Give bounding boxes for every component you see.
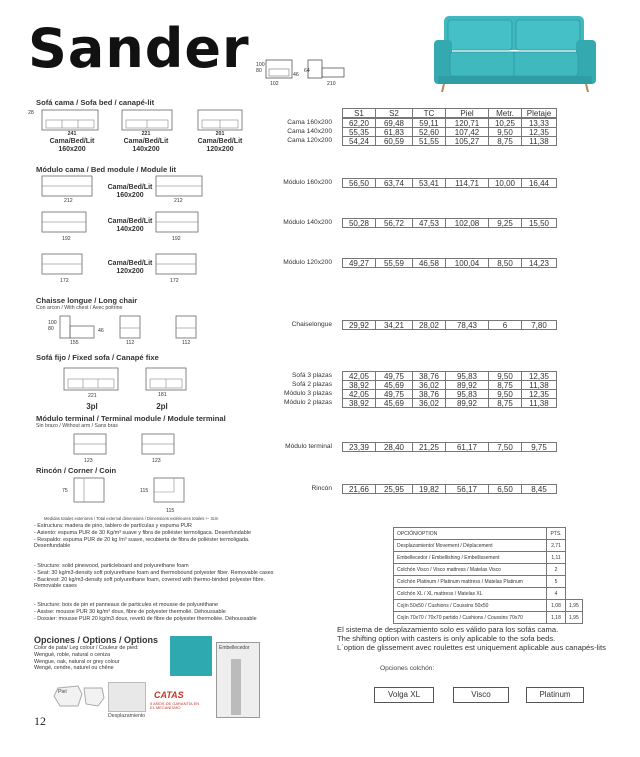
header-dim-h1: 100 xyxy=(256,62,265,68)
option-label: Desplazamiento/ Movement / Déplacement xyxy=(394,540,547,552)
sofa-bed-140: 221 Cama/Bed/Lit 140x200 xyxy=(123,131,169,154)
sofa-bed-diagrams xyxy=(38,108,248,132)
option-extra xyxy=(566,576,583,588)
price-row-label: Módulo terminal xyxy=(285,443,332,450)
header-dim-h2: 80 xyxy=(256,68,262,74)
price-cell: 52,60 xyxy=(412,127,446,137)
section-corner: Rincón / Corner / Coin xyxy=(36,466,117,475)
price-cell: 36,02 xyxy=(412,380,446,390)
price-row-label: Cama 160x200 xyxy=(287,119,332,126)
option-extra xyxy=(566,540,583,552)
option-label: Cojín 70x70 / 70x70 partido / Cushions / Coussins 70x70 xyxy=(394,612,547,624)
sofa-bed-160: 241 Cama/Bed/Lit 160x200 xyxy=(49,131,95,154)
price-cell: 53,41 xyxy=(412,178,446,188)
price-cell: 56,72 xyxy=(375,218,413,228)
price-cell: 7,80 xyxy=(521,320,557,330)
price-cell: 13,33 xyxy=(521,118,557,128)
price-header-3: Piel xyxy=(445,108,489,118)
section-fixed-sofa: Sofá fijo / Fixed sofa / Canapé fixe xyxy=(36,353,159,362)
price-cell: 11,38 xyxy=(521,398,557,408)
price-row-label: Cama 140x200 xyxy=(287,128,332,135)
price-cell: 107,42 xyxy=(445,127,489,137)
page-title: Sander xyxy=(28,17,250,80)
price-cell: 9,25 xyxy=(488,218,522,228)
mattress-volga-xl: Volga XL xyxy=(374,687,434,703)
price-cell: 21,25 xyxy=(412,442,446,452)
price-cell: 50,28 xyxy=(342,218,376,228)
price-cell: 25,95 xyxy=(375,484,413,494)
chaise-dim-w3: 112 xyxy=(182,340,191,346)
price-row-label: Módulo 3 plazas xyxy=(283,390,332,397)
price-cell: 8,75 xyxy=(488,398,522,408)
price-cell: 14,23 xyxy=(521,258,557,268)
bed-module-160-dim: 212 xyxy=(64,198,73,204)
option-label: Cojín 50x50 / Cushions / Coussins 50x50 xyxy=(394,600,547,612)
price-row-label: Módulo 160x200 xyxy=(283,179,332,186)
sofa-bed-120: 201 Cama/Bed/Lit 120x200 xyxy=(197,131,243,154)
options-table-row xyxy=(394,588,583,600)
price-cell: 19,82 xyxy=(412,484,446,494)
header-dim-d1: 46 xyxy=(293,72,299,78)
option-label: Colchón Platinum / Platinum mattress / Matelas Platinum xyxy=(394,576,547,588)
price-cell: 95,83 xyxy=(445,389,489,399)
price-cell: 89,92 xyxy=(445,398,489,408)
price-cell: 120,71 xyxy=(445,118,489,128)
price-cell: 63,74 xyxy=(375,178,413,188)
section-bed-module: Módulo cama / Bed module / Module lit xyxy=(36,165,177,174)
mattress-platinum: Platinum xyxy=(526,687,584,703)
price-cell: 61,83 xyxy=(375,127,413,137)
price-cell: 8,75 xyxy=(488,136,522,146)
option-label: Colchón XL / XL mattress / Matelas XL xyxy=(394,588,547,600)
materials-en: - Structure: solid pinewood, particleboard and polyurethane foam - Seat: 30 kg/m3-density soft polyurethane foam and thermobound polyester fiber. Removable cases - Backrest: 20 kg/m3-density soft polyurethane foam, covered with thermo-binded polyester fibre. Removable cases xyxy=(34,563,274,590)
chaise-dim-w2: 112 xyxy=(126,340,135,346)
price-cell: 8,50 xyxy=(488,258,522,268)
price-cell: 38,92 xyxy=(342,398,376,408)
header-dim-w1: 102 xyxy=(270,81,279,87)
price-row-label: Módulo 2 plazas xyxy=(283,399,332,406)
option-extra xyxy=(566,552,583,564)
price-header-4: Metr. xyxy=(488,108,522,118)
price-row-label: Sofá 2 plazas xyxy=(292,381,332,388)
price-cell: 10,25 xyxy=(488,118,522,128)
option-pts: 5 xyxy=(547,576,566,588)
chaise-dim-w1: 155 xyxy=(70,340,79,346)
fixed-sofa-3pl-dim: 221 xyxy=(88,393,97,399)
price-cell: 9,75 xyxy=(521,442,557,452)
price-cell: 15,50 xyxy=(521,218,557,228)
option-pts: 4 xyxy=(547,588,566,600)
price-cell: 45,69 xyxy=(375,398,413,408)
embellecedor-label: Embellecedor xyxy=(219,645,250,651)
price-cell: 9,50 xyxy=(488,371,522,381)
options-heading: Opciones / Options / Options xyxy=(34,635,159,645)
price-cell: 23,39 xyxy=(342,442,376,452)
section-chaise-sub: Con arcon / With chest / Avec poitrine xyxy=(36,305,123,311)
options-table-header xyxy=(394,528,583,540)
price-cell: 59,11 xyxy=(412,118,446,128)
page-number: 12 xyxy=(34,714,46,728)
price-cell: 11,38 xyxy=(521,380,557,390)
price-cell: 12,35 xyxy=(521,389,557,399)
price-row-label: Módulo 140x200 xyxy=(283,219,332,226)
options-table-row xyxy=(394,576,583,588)
price-cell: 29,92 xyxy=(342,320,376,330)
bed-module-120-dim2: 172 xyxy=(170,278,179,284)
price-cell: 42,05 xyxy=(342,389,376,399)
header-dim-d2: 64 xyxy=(304,68,310,74)
desplazamiento-label: Desplazamiento xyxy=(108,713,146,719)
price-row-label: Cama 120x200 xyxy=(287,137,332,144)
chaise-dim-d: 46 xyxy=(98,328,104,334)
materials-fr: - Structure: bois de pin et panneaux de particules et mousse de polyuréthane - Assise: mousse PUR 30 kg/m³ doux, fibre de polyester thermolié. Déhoussable - Dossier: mousse PUR 20 kg/m3 doux, revetû de fibre de polyester thermoliée. Déhoussable xyxy=(34,602,257,622)
fixed-sofa-3pl: 3pl xyxy=(86,402,98,411)
bed-module-140: Cama/Bed/Lit 140x200 xyxy=(107,218,153,234)
corner-diagrams xyxy=(70,474,200,508)
desplazamiento-photo xyxy=(108,682,146,712)
options-header-option: OPCIÓN/OPTION xyxy=(394,528,547,540)
price-cell: 10,00 xyxy=(488,178,522,188)
options-header-pts: PTS. xyxy=(547,528,566,540)
mattress-visco: Visco xyxy=(453,687,509,703)
price-cell: 61,17 xyxy=(445,442,489,452)
fixed-sofa-2pl-dim: 181 xyxy=(158,392,167,398)
options-table-row xyxy=(394,564,583,576)
option-pts: 1,18 xyxy=(547,612,566,624)
embellecedor-photo xyxy=(216,642,260,718)
option-label: Embellecedor / Embellishing / Embellissement xyxy=(394,552,547,564)
section-terminal-sub: Sin brazo / Without arm / Sans bras xyxy=(36,423,118,429)
price-cell: 49,75 xyxy=(375,371,413,381)
price-cell: 34,21 xyxy=(375,320,413,330)
option-pts: 2,71 xyxy=(547,540,566,552)
sofa-photo xyxy=(430,12,600,94)
section-chaise: Chaisse longue / Long chair xyxy=(36,296,138,305)
bed-module-140-dim: 192 xyxy=(62,236,71,242)
price-cell: 16,44 xyxy=(521,178,557,188)
price-cell: 51,55 xyxy=(412,136,446,146)
price-cell: 45,69 xyxy=(375,380,413,390)
price-cell: 54,24 xyxy=(342,136,376,146)
price-cell: 6 xyxy=(488,320,522,330)
corner-dim-c: 115 xyxy=(166,508,175,514)
bed-module-160-dim2: 212 xyxy=(174,198,183,204)
piel-leather-icon xyxy=(48,684,108,708)
price-cell: 12,35 xyxy=(521,127,557,137)
price-cell: 78,43 xyxy=(445,320,489,330)
option-pts: 2 xyxy=(547,564,566,576)
price-cell: 8,75 xyxy=(488,380,522,390)
price-cell: 46,58 xyxy=(412,258,446,268)
price-cell: 105,27 xyxy=(445,136,489,146)
price-cell: 8,45 xyxy=(521,484,557,494)
price-header-2: TC xyxy=(412,108,446,118)
materials-es: - Estructura: madera de pino, tablero de partículas y espuma PUR - Asiento: espuma PUR de 30 Kg/m³ suave y fibra de poliéster termoligaca. Desenfundable - Respaldo: espuma PUR de 20 kg /m³ suave, recubierta de fibra de poliéster termoligada. Desenfundable xyxy=(34,523,251,550)
price-cell: 38,76 xyxy=(412,371,446,381)
price-cell: 100,04 xyxy=(445,258,489,268)
option-pts: 1,08 xyxy=(547,600,566,612)
price-cell: 7,50 xyxy=(488,442,522,452)
terminal-dim-2: 123 xyxy=(152,458,161,464)
option-extra: 1,95 xyxy=(566,612,583,624)
catas-guarantee: 5 AÑOS DE GARANTÍA EN EL MECANISMO xyxy=(150,701,200,711)
options-legs: Color de pata/ Leg colour / Couleur de pied: Wengué, roble, natural o ceniza Wengue, oak, natural or grey colour Wengé, cendre, naturel ou chêne xyxy=(34,645,139,672)
terminal-diagrams xyxy=(70,430,200,458)
piel-label: Piel xyxy=(58,689,67,695)
shifting-notes: El sistema de desplazamiento solo es válido para los sofás cama. The shifting option with casters is only aplicable to the sofa beds. L´option de glissement avec roulettes est uniquement aplicable aus canapés-lits xyxy=(337,625,606,653)
chaise-diagrams xyxy=(56,312,206,342)
price-cell: 21,66 xyxy=(342,484,376,494)
price-cell: 49,75 xyxy=(375,389,413,399)
price-cell: 11,38 xyxy=(521,136,557,146)
price-header-0: S1 xyxy=(342,108,376,118)
options-table-row xyxy=(394,540,583,552)
corner-dim-a: 75 xyxy=(62,488,68,494)
bed-module-120: Cama/Bed/Lit 120x200 xyxy=(107,260,153,276)
price-cell: 38,76 xyxy=(412,389,446,399)
corner-dim-b: 115 xyxy=(140,488,149,494)
fixed-sofa-2pl: 2pl xyxy=(156,402,168,411)
chaise-dim-h2: 80 xyxy=(48,326,54,332)
option-extra xyxy=(566,588,583,600)
price-cell: 9,50 xyxy=(488,389,522,399)
catas-logo: CATAS xyxy=(154,690,184,700)
header-dim-w2: 210 xyxy=(327,81,336,87)
mattress-label: Opciones colchón: xyxy=(380,665,435,672)
chaise-dim-h1: 100 xyxy=(48,320,57,326)
price-row-label: Módulo 120x200 xyxy=(283,259,332,266)
bed-module-140-dim2: 192 xyxy=(172,236,181,242)
price-cell: 9,50 xyxy=(488,127,522,137)
price-row-label: Chaiselongue xyxy=(291,321,332,328)
price-cell: 89,92 xyxy=(445,380,489,390)
price-cell: 95,83 xyxy=(445,371,489,381)
price-cell: 6,50 xyxy=(488,484,522,494)
price-cell: 56,50 xyxy=(342,178,376,188)
dimension-footnote: Medidas totales exteriores / Total external dimensions / Dimensions extérieures totales +- 3cm xyxy=(44,516,219,521)
price-header-5: Pletaje xyxy=(521,108,557,118)
options-table xyxy=(393,527,583,624)
price-cell: 47,53 xyxy=(412,218,446,228)
price-row-label: Rincón xyxy=(311,485,332,492)
price-cell: 38,92 xyxy=(342,380,376,390)
options-table-row xyxy=(394,612,583,624)
option-label: Colchón Visco / Visco mattress / Matelas Visco xyxy=(394,564,547,576)
price-cell: 56,17 xyxy=(445,484,489,494)
price-cell: 36,02 xyxy=(412,398,446,408)
bed-module-160: Cama/Bed/Lit 160x200 xyxy=(107,184,153,200)
price-row-label: Sofá 3 plazas xyxy=(292,372,332,379)
fabric-swatch-photo xyxy=(170,636,212,676)
options-table-row xyxy=(394,552,583,564)
option-pts: 1,11 xyxy=(547,552,566,564)
price-cell: 102,08 xyxy=(445,218,489,228)
options-table-row xyxy=(394,600,583,612)
price-cell: 49,27 xyxy=(342,258,376,268)
price-cell: 69,48 xyxy=(375,118,413,128)
section-sofa-bed: Sofá cama / Sofa bed / canapé-lit xyxy=(36,98,155,107)
option-extra: 1,95 xyxy=(566,600,583,612)
price-header-1: S2 xyxy=(375,108,413,118)
price-cell: 55,59 xyxy=(375,258,413,268)
price-cell: 60,59 xyxy=(375,136,413,146)
option-extra xyxy=(566,564,583,576)
fixed-sofa-diagrams xyxy=(60,364,190,392)
price-cell: 12,35 xyxy=(521,371,557,381)
terminal-dim-1: 123 xyxy=(84,458,93,464)
bed-module-120-dim: 172 xyxy=(60,278,69,284)
price-cell: 62,20 xyxy=(342,118,376,128)
price-cell: 55,35 xyxy=(342,127,376,137)
price-cell: 28,40 xyxy=(375,442,413,452)
price-cell: 42,05 xyxy=(342,371,376,381)
price-cell: 114,71 xyxy=(445,178,489,188)
section-terminal: Módulo terminal / Terminal module / Module terminal xyxy=(36,414,226,423)
price-cell: 28,02 xyxy=(412,320,446,330)
